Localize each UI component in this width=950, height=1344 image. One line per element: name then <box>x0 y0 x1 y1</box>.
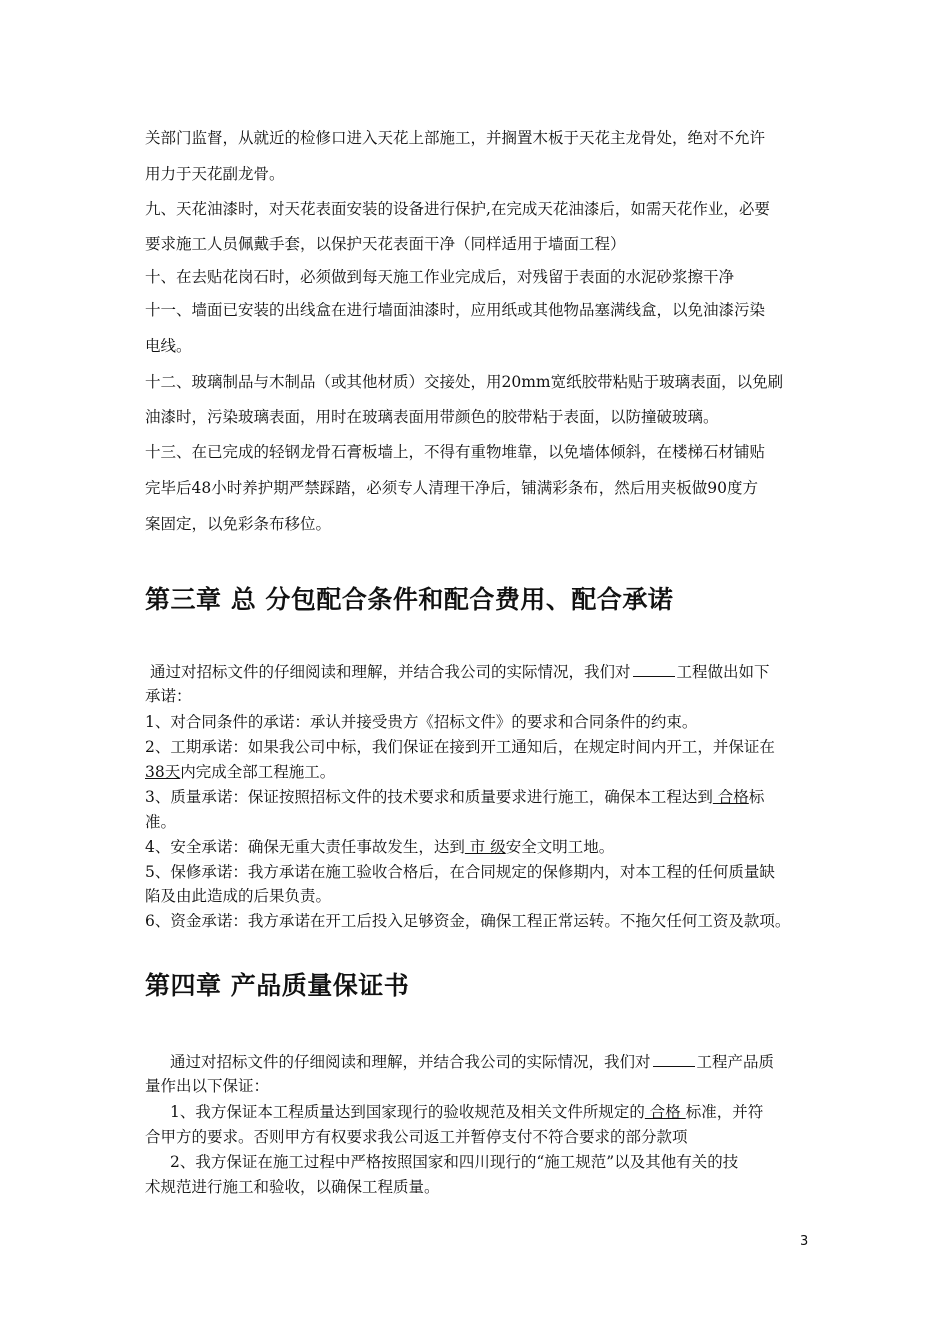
duration-value: 38天 <box>145 763 181 781</box>
commitment-item-5-cont: 陷及由此造成的后果负责。 <box>145 887 332 905</box>
paragraph-line: 十二、玻璃制品与木制品（或其他材质）交接处，用20mm宽纸胶带粘贴于玻璃表面，以免刷 <box>145 373 784 391</box>
blank-underline <box>633 662 675 677</box>
paragraph-line: 九、天花油漆时，对天花表面安装的设备进行保护,在完成天花油漆后，如需天花作业，必要 <box>145 200 770 218</box>
commitment-item-3 <box>145 787 764 807</box>
paragraph-line: 十一、墙面已安装的出线盒在进行墙面油漆时，应用纸或其他物品塞满线盒，以免油漆污染 <box>145 301 766 319</box>
chapter-3-intro <box>150 662 770 682</box>
item-text: 4、安全承诺：确保无重大责任事故发生，达到 <box>145 838 465 856</box>
item-text: 标 <box>748 788 765 806</box>
quality-grade: 合格 <box>644 1103 686 1121</box>
paragraph-line: 要求施工人员佩戴手套，以保护天花表面干净（同样适用于墙面工程） <box>145 235 626 253</box>
intro-text: 工程产品质 <box>696 1053 775 1071</box>
guarantee-item-2-cont: 术规范进行施工和验收，以确保工程质量。 <box>145 1178 440 1196</box>
commitment-item-4 <box>145 837 614 857</box>
intro-text: 通过对招标文件的仔细阅读和理解，并结合我公司的实际情况，我们对 <box>170 1053 651 1071</box>
blank-underline <box>653 1052 695 1067</box>
paragraph-line: 电线。 <box>145 337 192 355</box>
item-text: 标准，并符 <box>685 1103 764 1121</box>
chapter-3-intro-cont: 承诺： <box>145 687 192 705</box>
guarantee-item-1-cont: 合甲方的要求。否则甲方有权要求我公司返工并暂停支付不符合要求的部分款项 <box>145 1128 688 1146</box>
paragraph-line: 案固定，以免彩条布移位。 <box>145 515 332 533</box>
safety-level: 市 级 <box>464 838 506 856</box>
chapter-4-intro-cont: 量作出以下保证： <box>145 1077 270 1095</box>
quality-grade: 合格 <box>712 788 749 806</box>
commitment-item-5: 5、保修承诺：我方承诺在施工验收合格后，在合同规定的保修期内，对本工程的任何质量缺 <box>145 863 775 881</box>
intro-text: 通过对招标文件的仔细阅读和理解，并结合我公司的实际情况，我们对 <box>150 663 631 681</box>
page-number: 3 <box>800 1234 809 1249</box>
paragraph-line: 十三、在已完成的轻钢龙骨石膏板墙上，不得有重物堆靠，以免墙体倾斜，在楼梯石材铺贴 <box>145 443 766 461</box>
paragraph-line: 关部门监督，从就近的检修口进入天花上部施工，并搁置木板于天花主龙骨处，绝对不允许 <box>145 129 766 147</box>
item-text: 3、质量承诺：保证按照招标文件的技术要求和质量要求进行施工，确保本工程达到 <box>145 788 713 806</box>
commitment-item-6: 6、资金承诺：我方承诺在开工后投入足够资金，确保工程正常运转。不拖欠任何工资及款项。 <box>145 912 791 930</box>
paragraph-line: 用力于天花副龙骨。 <box>145 165 285 183</box>
paragraph-line: 十、在去贴花岗石时，必须做到每天施工作业完成后，对残留于表面的水泥砂浆擦干净 <box>145 268 735 286</box>
paragraph-line: 油漆时，污染玻璃表面，用时在玻璃表面用带颜色的胶带粘于表面，以防撞破玻璃。 <box>145 408 719 426</box>
commitment-item-3-cont: 准。 <box>145 813 177 831</box>
chapter-4-title: 第四章 产品质量保证书 <box>145 971 410 1000</box>
chapter-3-title: 第三章 总 分包配合条件和配合费用、配合承诺 <box>145 585 674 614</box>
intro-text: 工程做出如下 <box>676 663 770 681</box>
commitment-item-2: 2、工期承诺：如果我公司中标，我们保证在接到开工通知后，在规定时间内开工，并保证在 <box>145 738 775 756</box>
commitment-item-1: 1、对合同条件的承诺：承认并接受贵方《招标文件》的要求和合同条件的约束。 <box>145 713 698 731</box>
chapter-4-intro <box>170 1052 774 1072</box>
item-text: 内完成全部工程施工。 <box>180 763 336 781</box>
item-text: 1、我方保证本工程质量达到国家现行的验收规范及相关文件所规定的 <box>170 1103 645 1121</box>
paragraph-line: 完毕后48小时养护期严禁踩踏，必须专人清理干净后，铺满彩条布，然后用夹板做90度方 <box>145 479 758 497</box>
commitment-item-2-cont <box>145 762 335 782</box>
guarantee-item-2: 2、我方保证在施工过程中严格按照国家和四川现行的“施工规范”以及其他有关的技 <box>170 1153 739 1171</box>
guarantee-item-1 <box>170 1102 763 1122</box>
item-text: 安全文明工地。 <box>505 838 615 856</box>
